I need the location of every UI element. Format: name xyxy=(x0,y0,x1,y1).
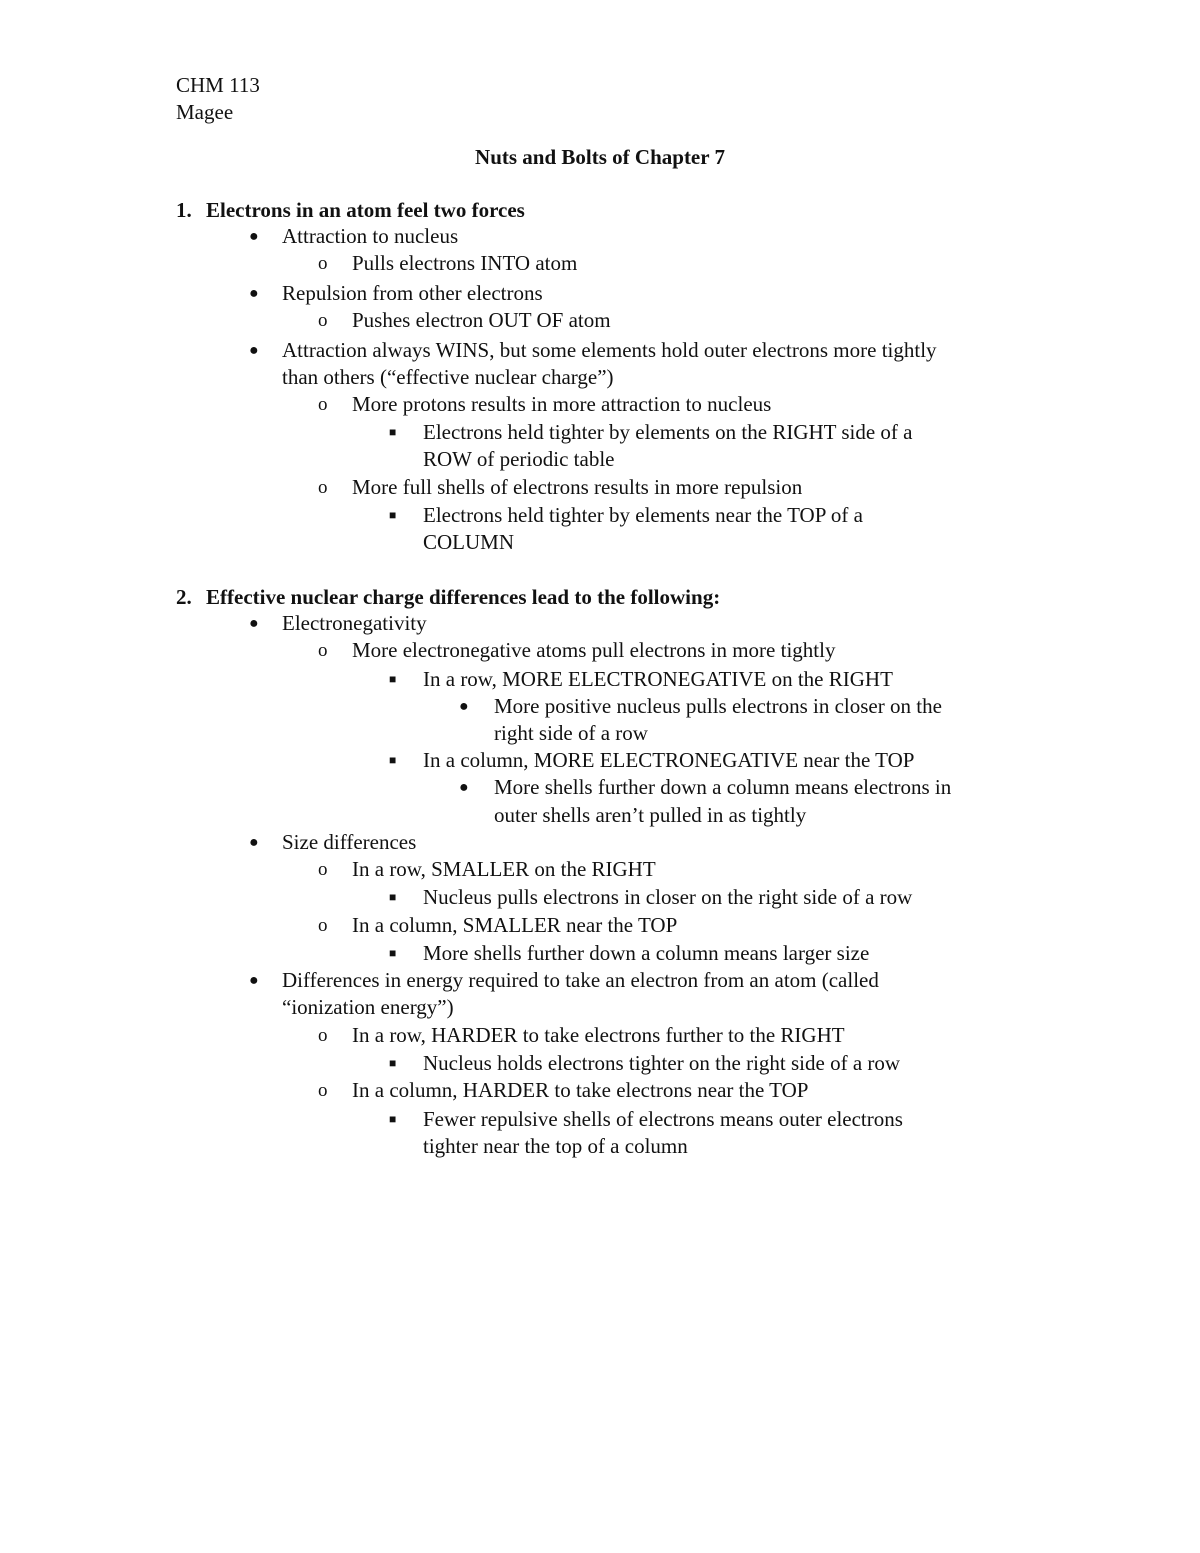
section-1-number: 1. xyxy=(176,198,192,222)
circle-bullet-icon: o xyxy=(318,640,328,661)
square-bullet-icon: ■ xyxy=(389,1056,397,1070)
square-bullet-icon: ■ xyxy=(389,946,397,960)
disc-bullet-icon: ● xyxy=(249,285,259,302)
section-2-heading: Effective nuclear charge differences lead to the following: xyxy=(206,585,721,609)
list-item: More positive nucleus pulls electrons in closer on the xyxy=(494,694,942,718)
list-item-continuation: right side of a row xyxy=(494,721,648,745)
list-item: Fewer repulsive shells of electrons means outer electrons xyxy=(423,1107,903,1131)
circle-bullet-icon: o xyxy=(318,477,328,498)
list-item: Electronegativity xyxy=(282,611,427,635)
square-bullet-icon: ■ xyxy=(389,508,397,522)
circle-bullet-icon: o xyxy=(318,1025,328,1046)
list-item-continuation: COLUMN xyxy=(423,530,515,554)
circle-bullet-icon: o xyxy=(318,915,328,936)
section-2-number: 2. xyxy=(176,585,192,609)
list-item: In a column, MORE ELECTRONEGATIVE near the TOP xyxy=(423,748,915,772)
disc-bullet-icon: ● xyxy=(249,972,259,989)
circle-bullet-icon: o xyxy=(318,253,328,274)
list-item: In a column, HARDER to take electrons near the TOP xyxy=(352,1078,809,1102)
square-bullet-icon: ■ xyxy=(389,672,397,686)
circle-bullet-icon: o xyxy=(318,1080,328,1101)
list-item: More full shells of electrons results in more repulsion xyxy=(352,475,803,499)
list-item: Electrons held tighter by elements on the RIGHT side of a xyxy=(423,420,913,444)
list-item: Nucleus pulls electrons in closer on the right side of a row xyxy=(423,885,913,909)
list-item: More shells further down a column means electrons in xyxy=(494,775,952,799)
circle-bullet-icon: o xyxy=(318,859,328,880)
square-bullet-icon: ■ xyxy=(389,890,397,904)
course-code: CHM 113 xyxy=(176,73,260,97)
section-1-heading: Electrons in an atom feel two forces xyxy=(206,198,525,222)
list-item: Pulls electrons INTO atom xyxy=(352,251,578,275)
disc-bullet-icon: ● xyxy=(249,834,259,851)
list-item-continuation: than others (“effective nuclear charge”) xyxy=(282,365,614,389)
list-item-continuation: tighter near the top of a column xyxy=(423,1134,688,1158)
list-item: In a column, SMALLER near the TOP xyxy=(352,913,678,937)
list-item: Electrons held tighter by elements near the TOP of a xyxy=(423,503,863,527)
list-item: Attraction to nucleus xyxy=(282,224,459,248)
list-item-continuation: outer shells aren’t pulled in as tightly xyxy=(494,803,807,827)
list-item: Size differences xyxy=(282,830,417,854)
disc-bullet-icon: ● xyxy=(459,698,469,715)
disc-bullet-icon: ● xyxy=(249,228,259,245)
list-item: Pushes electron OUT OF atom xyxy=(352,308,611,332)
list-item: In a row, HARDER to take electrons further to the RIGHT xyxy=(352,1023,845,1047)
square-bullet-icon: ■ xyxy=(389,1112,397,1126)
list-item: Nucleus holds electrons tighter on the right side of a row xyxy=(423,1051,901,1075)
list-item: Repulsion from other electrons xyxy=(282,281,543,305)
page-title: Nuts and Bolts of Chapter 7 xyxy=(475,145,725,169)
disc-bullet-icon: ● xyxy=(249,342,259,359)
square-bullet-icon: ■ xyxy=(389,753,397,767)
square-bullet-icon: ■ xyxy=(389,425,397,439)
circle-bullet-icon: o xyxy=(318,394,328,415)
list-item-continuation: “ionization energy”) xyxy=(282,995,454,1019)
list-item: More electronegative atoms pull electrons in more tightly xyxy=(352,638,836,662)
circle-bullet-icon: o xyxy=(318,310,328,331)
list-item-continuation: ROW of periodic table xyxy=(423,447,615,471)
list-item: In a row, MORE ELECTRONEGATIVE on the RIGHT xyxy=(423,667,893,691)
list-item: More protons results in more attraction to nucleus xyxy=(352,392,772,416)
instructor-name: Magee xyxy=(176,100,234,124)
disc-bullet-icon: ● xyxy=(249,615,259,632)
list-item: In a row, SMALLER on the RIGHT xyxy=(352,857,656,881)
disc-bullet-icon: ● xyxy=(459,779,469,796)
list-item: More shells further down a column means larger size xyxy=(423,941,870,965)
list-item: Attraction always WINS, but some elements hold outer electrons more tightly xyxy=(282,338,937,362)
list-item: Differences in energy required to take an electron from an atom (called xyxy=(282,968,879,992)
